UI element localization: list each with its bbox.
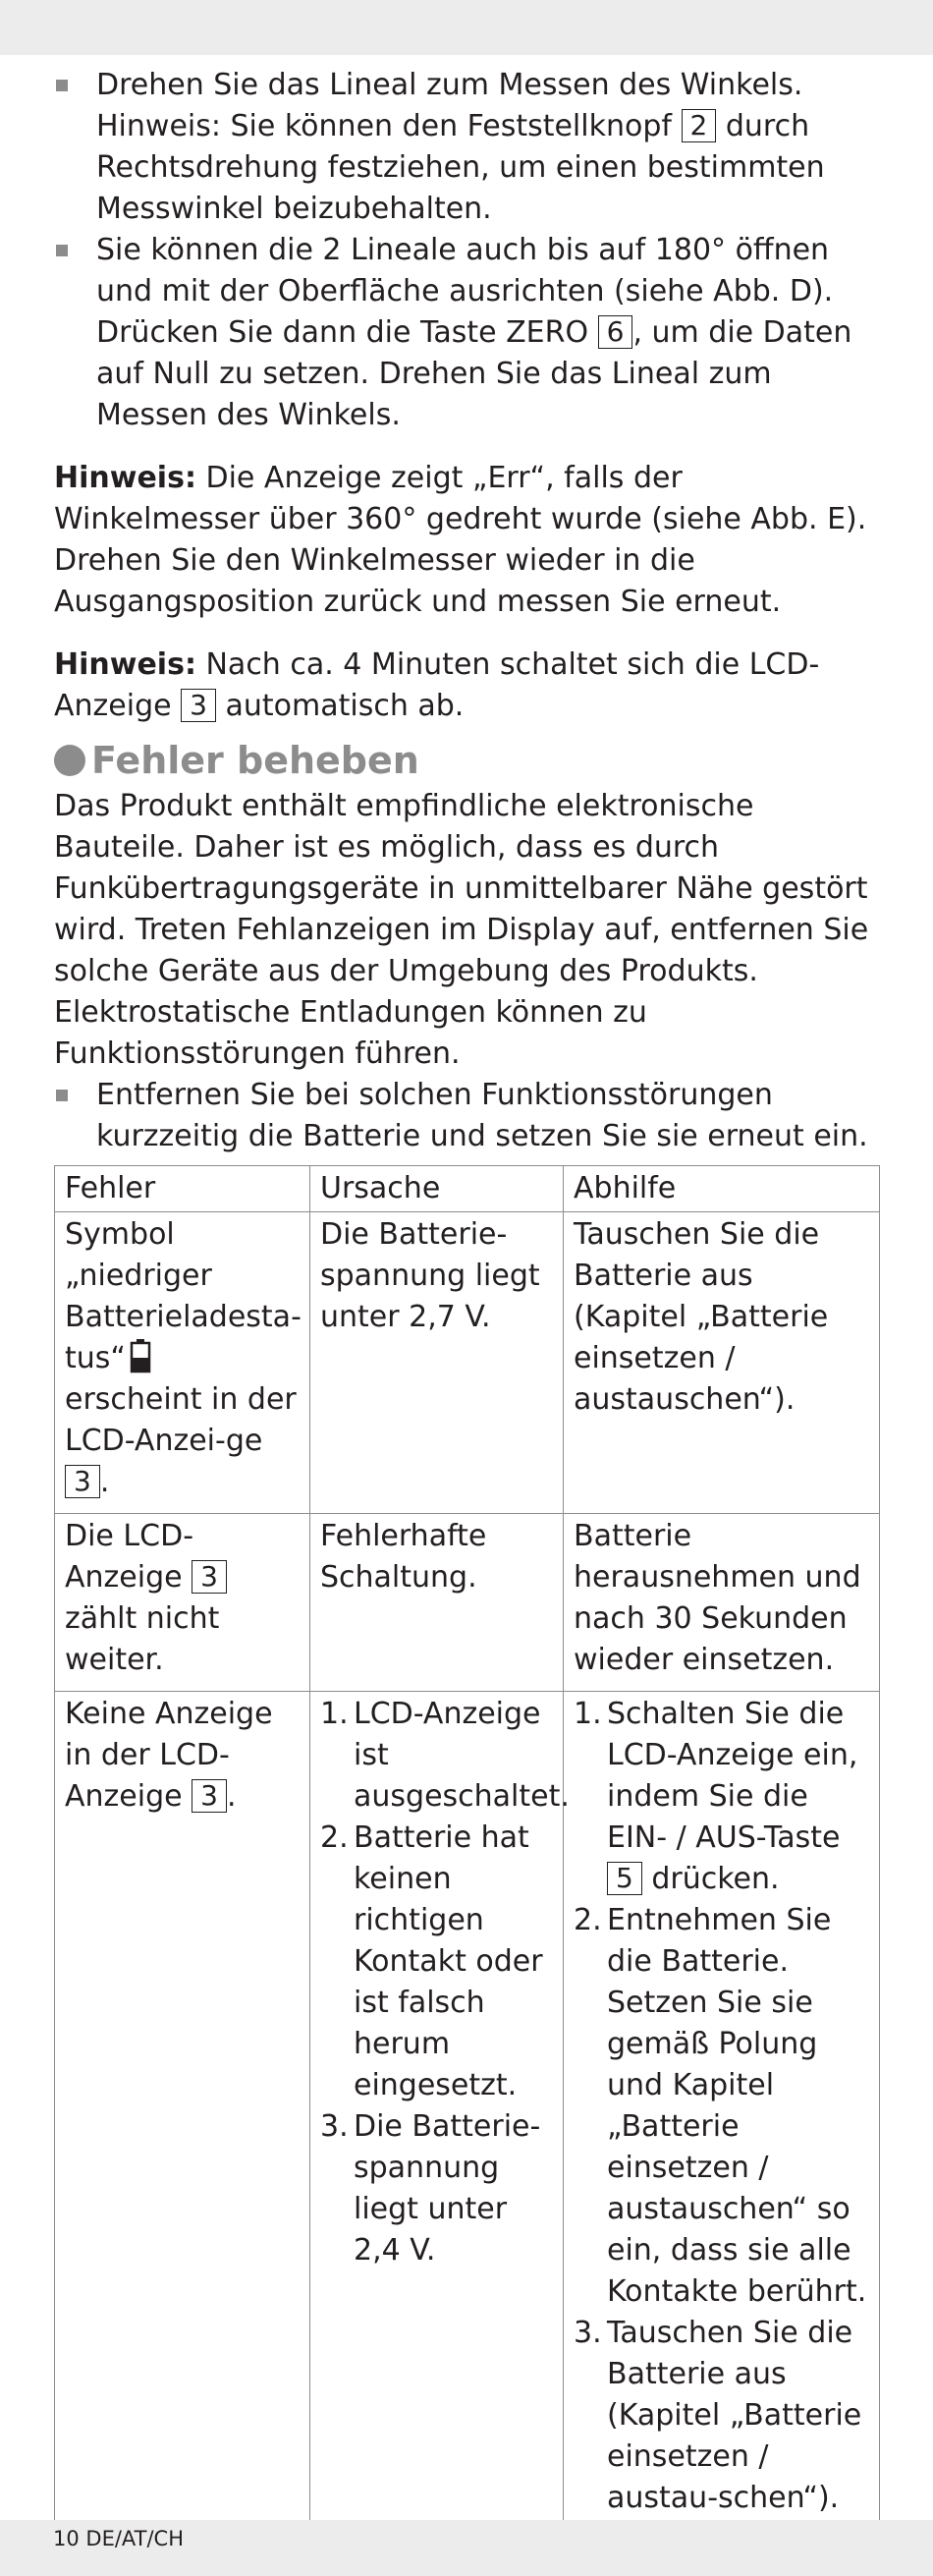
- table-row: [55, 1692, 880, 2530]
- cell-text: Die LCD-Anzeige: [65, 1519, 194, 1595]
- section-heading: [54, 735, 879, 786]
- header-abhilfe: Abhilfe: [564, 1166, 880, 1212]
- cell-ursache: Fehlerhafte Schaltung.: [310, 1514, 564, 1692]
- list-text: Die Batterie-spannung liegt unter 2,4 V.: [354, 2109, 541, 2268]
- cell-abhilfe: Tauschen Sie die Batterie aus (Kapitel „Batterie einsetzen / austauschen“).: [564, 1212, 880, 1514]
- list-item: [320, 1818, 553, 2106]
- cell-abhilfe: [564, 1692, 880, 2530]
- cell-fehler: [55, 1692, 310, 2530]
- part-ref-3: 3: [65, 1465, 100, 1498]
- part-ref-3: 3: [192, 1560, 227, 1594]
- bullet-text: durch Rechtsdrehung festziehen, um einen bestimmten Messwinkel beizubehalten.: [96, 109, 825, 226]
- list-text: LCD-Anzeige ist ausgeschaltet.: [354, 1697, 570, 1814]
- list-number: 3.: [320, 2109, 349, 2144]
- page-content: [54, 65, 879, 2530]
- list-number: 1.: [574, 1697, 602, 1731]
- top-bar: [0, 0, 933, 55]
- header-fehler: Fehler: [55, 1166, 310, 1212]
- header-ursache: Ursache: [310, 1166, 564, 1212]
- table-row: [55, 1514, 880, 1692]
- cell-ursache: Die Batterie-spannung liegt unter 2,7 V.: [310, 1212, 564, 1514]
- note-text: Die Anzeige zeigt „Err“, falls der Winkelmesser über 360° gedreht wurde (siehe Abb. E). Drehen Sie den Winkelmesser wieder in die Ausgangsposition zurück und messen Sie erneut.: [54, 461, 867, 619]
- list-number: 1.: [320, 1697, 349, 1731]
- list-text: Tauschen Sie die Batterie aus (Kapitel „Batterie einsetzen / austau-schen“).: [607, 2316, 862, 2515]
- bullet-text: , um die Daten auf Null zu setzen. Drehen Sie das Lineal zum Messen des Winkels.: [96, 315, 852, 432]
- bullet-text: Drehen Sie das Lineal zum Messen des Winkels. Hinweis: Sie können den Feststellknopf: [96, 68, 803, 143]
- cell-text: zählt nicht weiter.: [65, 1601, 220, 1677]
- table-header-row: [55, 1166, 880, 1212]
- cause-list: [320, 1694, 570, 2271]
- cell-text: .: [99, 1465, 110, 1499]
- list-item: [574, 2313, 869, 2519]
- bullet-text: Sie können die 2 Lineale auch bis auf 180° öffnen und mit der Oberfläche ausrichten (siehe Abb. D). Drücken Sie dann die Taste ZERO: [96, 233, 834, 350]
- part-ref-6: 6: [598, 315, 633, 349]
- part-ref-3: 3: [181, 689, 216, 722]
- cell-text: .: [226, 1779, 237, 1814]
- cell-fehler: [55, 1212, 310, 1514]
- note-text: Nach ca. 4 Minuten schaltet sich die LCD-Anzeige: [54, 647, 820, 723]
- note-label: Hinweis:: [54, 461, 196, 495]
- list-text: drücken.: [641, 1862, 780, 1896]
- list-number: 2.: [574, 1903, 602, 1937]
- part-ref-2: 2: [682, 109, 717, 142]
- part-ref-3: 3: [192, 1779, 227, 1813]
- list-item: [574, 1900, 869, 2313]
- cell-abhilfe: Batterie herausnehmen und nach 30 Sekunden wieder einsetzen.: [564, 1514, 880, 1692]
- troubleshooting-table: [54, 1165, 880, 2530]
- cell-text: erscheint in der LCD-Anzei-ge: [65, 1382, 297, 1458]
- note-err: [54, 458, 879, 623]
- note-text: automatisch ab.: [215, 689, 465, 723]
- list-item: [574, 1694, 869, 1900]
- bullet-dot-icon: [54, 745, 85, 776]
- low-battery-icon: [130, 1338, 151, 1373]
- list-number: 3.: [574, 2316, 602, 2350]
- note-auto-off: [54, 644, 879, 727]
- page-footer: 10 DE/AT/CH: [53, 2527, 185, 2550]
- list-number: 2.: [320, 1820, 349, 1855]
- cell-fehler: [55, 1514, 310, 1692]
- note-label: Hinweis:: [54, 647, 196, 682]
- list-item: [320, 1694, 570, 1818]
- section-title: Fehler beheben: [91, 739, 419, 782]
- cell-ursache: [310, 1692, 570, 2530]
- list-text: Schalten Sie die LCD-Anzeige ein, indem Sie die EIN- / AUS-Taste: [607, 1697, 858, 1855]
- part-ref-5: 5: [607, 1862, 642, 1895]
- section-paragraph-2: Elektrostatische Entladungen können zu Funktionsstörungen führen.: [54, 995, 647, 1071]
- instruction-bullet-1: [54, 65, 879, 230]
- list-text: Batterie hat keinen richtigen Kontakt oder ist falsch herum eingesetzt.: [354, 1820, 543, 2102]
- table-row: [55, 1212, 880, 1514]
- cell-text: Symbol „niedriger Batterieladesta-tus“: [65, 1217, 302, 1375]
- cell-text: Keine Anzeige in der LCD-Anzeige: [65, 1697, 273, 1814]
- list-text: Entnehmen Sie die Batterie. Setzen Sie sie gemäß Polung und Kapitel „Batterie einsetzen / austauschen“ so ein, dass sie alle Kontakte berührt.: [607, 1903, 867, 2309]
- instruction-bullet-2: [54, 230, 879, 436]
- section-bullet: Entfernen Sie bei solchen Funktionsstörungen kurzzeitig die Batterie und setzen Sie sie erneut ein.: [54, 1075, 879, 1157]
- remedy-list: [574, 1694, 869, 2519]
- list-item: [320, 2106, 553, 2271]
- section-paragraph-1: Das Produkt enthält empfindliche elektronische Bauteile. Daher ist es möglich, dass es durch Funkübertragungsgeräte in unmittelbarer Nähe gestört wird. Treten Fehlanzeigen im Display auf, entfernen Sie solche Geräte aus der Umgebung des Produkts.: [54, 789, 869, 988]
